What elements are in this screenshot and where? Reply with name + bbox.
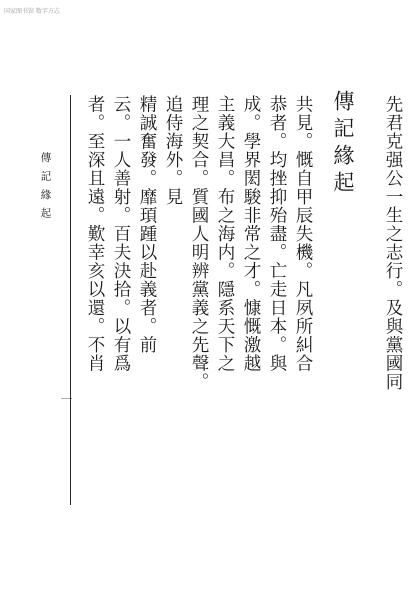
- body-column-1: 先君克强公一生之志行。及與黨國同: [383, 95, 403, 391]
- body-column-5: 主義大昌。布之海内。隱系天下之: [215, 95, 235, 373]
- body-column-2: 共見。慨自甲辰失機。凡夙所糾合: [293, 95, 313, 373]
- body-column-4: 成。學界閎駿非常之才。慷慨激越: [241, 95, 261, 373]
- body-column-10: 者。至深且遠。歎幸亥以還。不肖: [85, 95, 105, 373]
- section-title: 傳記緣起: [331, 90, 355, 198]
- library-watermark: 国家图书馆 数字方志: [4, 8, 60, 15]
- body-column-9: 云。一人善射。百夫決拾。以有爲: [111, 95, 131, 373]
- body-column-8: 精誠奮發。靡頊踵以赴義者。前: [137, 95, 157, 354]
- body-column-7: 追侍海外。見: [163, 95, 183, 206]
- running-head: 傳記緣起: [39, 152, 52, 226]
- page-folio: 一: [59, 393, 73, 405]
- body-column-3: 恭者。均挫抑殆盡。亡走日本。與: [267, 95, 287, 373]
- margin-rule: [70, 95, 71, 505]
- body-column-6: 理之契合。質國人明辨黨義之先聲。: [189, 95, 209, 391]
